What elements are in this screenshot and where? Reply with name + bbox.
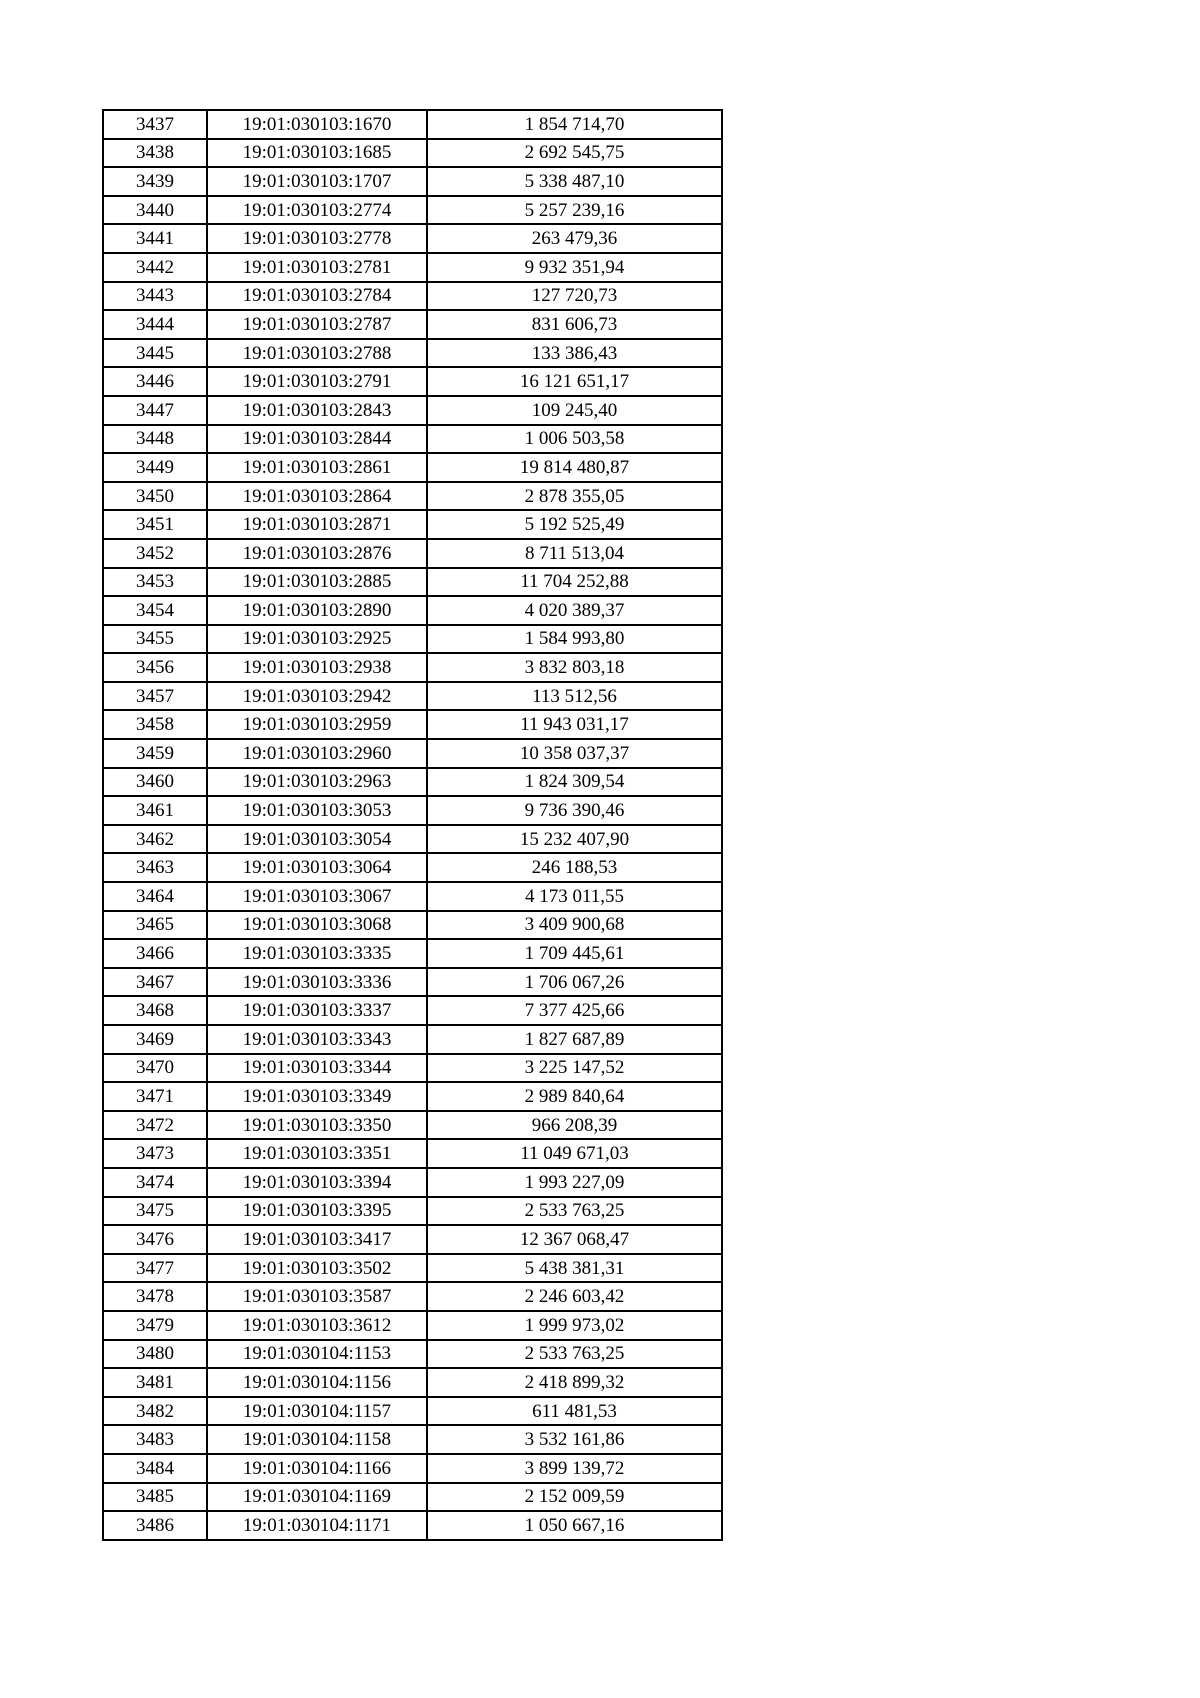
cadastral-value-cell: 2 692 545,75 xyxy=(427,139,722,168)
table-row xyxy=(103,139,722,168)
table-row xyxy=(103,1225,722,1254)
cadastral-number-cell: 19:01:030103:2864 xyxy=(207,482,427,511)
table-row xyxy=(103,939,722,968)
row-number-cell: 3469 xyxy=(103,1025,207,1054)
table-row xyxy=(103,1111,722,1140)
cadastral-number-cell: 19:01:030104:1171 xyxy=(207,1511,427,1540)
row-number-cell: 3463 xyxy=(103,853,207,882)
cadastral-value-cell: 1 584 993,80 xyxy=(427,625,722,654)
cadastral-value-cell: 19 814 480,87 xyxy=(427,453,722,482)
cadastral-value-cell: 1 993 227,09 xyxy=(427,1168,722,1197)
cadastral-value-cell: 1 006 503,58 xyxy=(427,425,722,454)
cadastral-number-cell: 19:01:030103:3335 xyxy=(207,939,427,968)
cadastral-value-cell: 2 246 603,42 xyxy=(427,1282,722,1311)
table-row xyxy=(103,482,722,511)
table-row xyxy=(103,282,722,311)
row-number-cell: 3486 xyxy=(103,1511,207,1540)
table-row xyxy=(103,739,722,768)
table-row xyxy=(103,1168,722,1197)
table-row xyxy=(103,996,722,1025)
row-number-cell: 3445 xyxy=(103,339,207,368)
cadastral-value-cell: 3 532 161,86 xyxy=(427,1425,722,1454)
cadastral-number-cell: 19:01:030103:2885 xyxy=(207,568,427,597)
row-number-cell: 3481 xyxy=(103,1368,207,1397)
cadastral-number-cell: 19:01:030103:3337 xyxy=(207,996,427,1025)
row-number-cell: 3452 xyxy=(103,539,207,568)
cadastral-value-cell: 2 878 355,05 xyxy=(427,482,722,511)
table-row xyxy=(103,968,722,997)
table-row xyxy=(103,1368,722,1397)
row-number-cell: 3457 xyxy=(103,682,207,711)
table-row xyxy=(103,1254,722,1283)
cadastral-value-cell: 5 192 525,49 xyxy=(427,510,722,539)
table-row xyxy=(103,1511,722,1540)
row-number-cell: 3472 xyxy=(103,1111,207,1140)
table-row xyxy=(103,1425,722,1454)
cadastral-number-cell: 19:01:030103:2871 xyxy=(207,510,427,539)
cadastral-value-cell: 611 481,53 xyxy=(427,1397,722,1426)
row-number-cell: 3479 xyxy=(103,1311,207,1340)
cadastral-number-cell: 19:01:030103:2788 xyxy=(207,339,427,368)
row-number-cell: 3459 xyxy=(103,739,207,768)
table-row xyxy=(103,1054,722,1083)
cadastral-number-cell: 19:01:030103:2787 xyxy=(207,310,427,339)
cadastral-number-cell: 19:01:030103:2774 xyxy=(207,196,427,225)
table-row xyxy=(103,453,722,482)
cadastral-value-cell: 9 736 390,46 xyxy=(427,796,722,825)
cadastral-value-cell: 7 377 425,66 xyxy=(427,996,722,1025)
cadastral-number-cell: 19:01:030103:2925 xyxy=(207,625,427,654)
cadastral-value-cell: 5 257 239,16 xyxy=(427,196,722,225)
cadastral-value-cell: 1 706 067,26 xyxy=(427,968,722,997)
cadastral-value-cell: 5 438 381,31 xyxy=(427,1254,722,1283)
row-number-cell: 3438 xyxy=(103,139,207,168)
row-number-cell: 3458 xyxy=(103,710,207,739)
cadastral-number-cell: 19:01:030103:3344 xyxy=(207,1054,427,1083)
cadastral-value-cell: 10 358 037,37 xyxy=(427,739,722,768)
table-row xyxy=(103,853,722,882)
cadastral-value-cell: 11 049 671,03 xyxy=(427,1139,722,1168)
row-number-cell: 3451 xyxy=(103,510,207,539)
row-number-cell: 3468 xyxy=(103,996,207,1025)
table-row xyxy=(103,396,722,425)
cadastral-number-cell: 19:01:030104:1157 xyxy=(207,1397,427,1426)
cadastral-value-cell: 5 338 487,10 xyxy=(427,167,722,196)
row-number-cell: 3447 xyxy=(103,396,207,425)
cadastral-value-cell: 3 899 139,72 xyxy=(427,1454,722,1483)
table-row xyxy=(103,625,722,654)
cadastral-number-cell: 19:01:030103:2942 xyxy=(207,682,427,711)
cadastral-number-cell: 19:01:030103:1707 xyxy=(207,167,427,196)
row-number-cell: 3471 xyxy=(103,1082,207,1111)
cadastral-number-cell: 19:01:030104:1169 xyxy=(207,1483,427,1512)
cadastral-value-cell: 263 479,36 xyxy=(427,224,722,253)
row-number-cell: 3448 xyxy=(103,425,207,454)
cadastral-number-cell: 19:01:030103:3394 xyxy=(207,1168,427,1197)
cadastral-number-cell: 19:01:030103:3417 xyxy=(207,1225,427,1254)
cadastral-number-cell: 19:01:030103:3350 xyxy=(207,1111,427,1140)
cadastral-number-cell: 19:01:030103:3351 xyxy=(207,1139,427,1168)
cadastral-value-cell: 113 512,56 xyxy=(427,682,722,711)
cadastral-number-cell: 19:01:030103:2938 xyxy=(207,653,427,682)
cadastral-value-cell: 1 827 687,89 xyxy=(427,1025,722,1054)
row-number-cell: 3441 xyxy=(103,224,207,253)
cadastral-value-cell: 1 050 667,16 xyxy=(427,1511,722,1540)
table-row xyxy=(103,568,722,597)
cadastral-number-cell: 19:01:030103:2778 xyxy=(207,224,427,253)
cadastral-value-cell: 831 606,73 xyxy=(427,310,722,339)
table-row xyxy=(103,1282,722,1311)
cadastral-number-cell: 19:01:030103:2781 xyxy=(207,253,427,282)
table-row xyxy=(103,1197,722,1226)
cadastral-number-cell: 19:01:030103:3064 xyxy=(207,853,427,882)
cadastral-number-cell: 19:01:030103:3343 xyxy=(207,1025,427,1054)
cadastral-value-cell: 9 932 351,94 xyxy=(427,253,722,282)
cadastral-number-cell: 19:01:030103:3068 xyxy=(207,911,427,940)
cadastral-number-cell: 19:01:030103:2844 xyxy=(207,425,427,454)
row-number-cell: 3475 xyxy=(103,1197,207,1226)
table-row xyxy=(103,882,722,911)
cadastral-number-cell: 19:01:030103:3054 xyxy=(207,825,427,854)
cadastral-number-cell: 19:01:030103:3349 xyxy=(207,1082,427,1111)
table-row xyxy=(103,1139,722,1168)
table-row xyxy=(103,253,722,282)
table-row xyxy=(103,1483,722,1512)
row-number-cell: 3466 xyxy=(103,939,207,968)
cadastral-value-cell: 3 409 900,68 xyxy=(427,911,722,940)
row-number-cell: 3450 xyxy=(103,482,207,511)
cadastral-value-cell: 15 232 407,90 xyxy=(427,825,722,854)
cadastral-value-cell: 2 152 009,59 xyxy=(427,1483,722,1512)
cadastral-value-cell: 12 367 068,47 xyxy=(427,1225,722,1254)
table-row xyxy=(103,196,722,225)
cadastral-value-cell: 3 225 147,52 xyxy=(427,1054,722,1083)
cadastral-number-cell: 19:01:030103:2960 xyxy=(207,739,427,768)
cadastral-value-cell: 2 418 899,32 xyxy=(427,1368,722,1397)
cadastral-value-cell: 16 121 651,17 xyxy=(427,367,722,396)
row-number-cell: 3464 xyxy=(103,882,207,911)
cadastral-value-cell: 109 245,40 xyxy=(427,396,722,425)
table-row xyxy=(103,1082,722,1111)
table-row xyxy=(103,911,722,940)
table-row xyxy=(103,425,722,454)
cadastral-number-cell: 19:01:030103:2963 xyxy=(207,768,427,797)
cadastral-number-cell: 19:01:030103:2876 xyxy=(207,539,427,568)
row-number-cell: 3437 xyxy=(103,110,207,139)
row-number-cell: 3439 xyxy=(103,167,207,196)
row-number-cell: 3483 xyxy=(103,1425,207,1454)
row-number-cell: 3453 xyxy=(103,568,207,597)
cadastral-number-cell: 19:01:030103:2843 xyxy=(207,396,427,425)
cadastral-number-cell: 19:01:030103:2890 xyxy=(207,596,427,625)
row-number-cell: 3443 xyxy=(103,282,207,311)
table-row xyxy=(103,825,722,854)
row-number-cell: 3444 xyxy=(103,310,207,339)
row-number-cell: 3461 xyxy=(103,796,207,825)
table-row xyxy=(103,167,722,196)
table-row xyxy=(103,710,722,739)
table-row xyxy=(103,1025,722,1054)
table-row xyxy=(103,339,722,368)
row-number-cell: 3470 xyxy=(103,1054,207,1083)
table-row xyxy=(103,110,722,139)
cadastral-value-cell: 2 533 763,25 xyxy=(427,1340,722,1369)
row-number-cell: 3446 xyxy=(103,367,207,396)
cadastral-number-cell: 19:01:030103:2861 xyxy=(207,453,427,482)
cadastral-number-cell: 19:01:030103:3395 xyxy=(207,1197,427,1226)
row-number-cell: 3454 xyxy=(103,596,207,625)
cadastral-value-cell: 2 533 763,25 xyxy=(427,1197,722,1226)
row-number-cell: 3465 xyxy=(103,911,207,940)
table-row xyxy=(103,1311,722,1340)
cadastral-number-cell: 19:01:030103:3612 xyxy=(207,1311,427,1340)
table-body xyxy=(103,110,722,1540)
cadastral-number-cell: 19:01:030103:3502 xyxy=(207,1254,427,1283)
cadastral-number-cell: 19:01:030103:3336 xyxy=(207,968,427,997)
cadastral-value-cell: 2 989 840,64 xyxy=(427,1082,722,1111)
row-number-cell: 3460 xyxy=(103,768,207,797)
table-row xyxy=(103,1454,722,1483)
cadastral-number-cell: 19:01:030103:1670 xyxy=(207,110,427,139)
cadastral-value-cell: 1 824 309,54 xyxy=(427,768,722,797)
table-row xyxy=(103,1340,722,1369)
row-number-cell: 3442 xyxy=(103,253,207,282)
row-number-cell: 3440 xyxy=(103,196,207,225)
table-row xyxy=(103,596,722,625)
table-row xyxy=(103,539,722,568)
cadastral-number-cell: 19:01:030103:1685 xyxy=(207,139,427,168)
cadastral-value-cell: 246 188,53 xyxy=(427,853,722,882)
cadastral-number-cell: 19:01:030103:3053 xyxy=(207,796,427,825)
row-number-cell: 3449 xyxy=(103,453,207,482)
table-row xyxy=(103,796,722,825)
cadastral-value-cell: 1 999 973,02 xyxy=(427,1311,722,1340)
cadastral-number-cell: 19:01:030104:1166 xyxy=(207,1454,427,1483)
cadastral-value-cell: 133 386,43 xyxy=(427,339,722,368)
cadastral-number-cell: 19:01:030104:1158 xyxy=(207,1425,427,1454)
cadastral-value-cell: 11 943 031,17 xyxy=(427,710,722,739)
cadastral-value-table xyxy=(102,109,723,1541)
table-row xyxy=(103,682,722,711)
cadastral-number-cell: 19:01:030103:2784 xyxy=(207,282,427,311)
row-number-cell: 3482 xyxy=(103,1397,207,1426)
cadastral-value-cell: 1 854 714,70 xyxy=(427,110,722,139)
table-row xyxy=(103,768,722,797)
cadastral-value-cell: 8 711 513,04 xyxy=(427,539,722,568)
row-number-cell: 3467 xyxy=(103,968,207,997)
cadastral-value-cell: 4 173 011,55 xyxy=(427,882,722,911)
cadastral-number-cell: 19:01:030103:2959 xyxy=(207,710,427,739)
row-number-cell: 3473 xyxy=(103,1139,207,1168)
table-row xyxy=(103,653,722,682)
row-number-cell: 3485 xyxy=(103,1483,207,1512)
cadastral-value-cell: 1 709 445,61 xyxy=(427,939,722,968)
cadastral-number-cell: 19:01:030104:1153 xyxy=(207,1340,427,1369)
row-number-cell: 3477 xyxy=(103,1254,207,1283)
row-number-cell: 3476 xyxy=(103,1225,207,1254)
table-row xyxy=(103,310,722,339)
cadastral-value-cell: 11 704 252,88 xyxy=(427,568,722,597)
cadastral-value-cell: 127 720,73 xyxy=(427,282,722,311)
cadastral-number-cell: 19:01:030103:2791 xyxy=(207,367,427,396)
table-row xyxy=(103,367,722,396)
row-number-cell: 3455 xyxy=(103,625,207,654)
row-number-cell: 3474 xyxy=(103,1168,207,1197)
table-row xyxy=(103,510,722,539)
table-row xyxy=(103,1397,722,1426)
cadastral-number-cell: 19:01:030103:3587 xyxy=(207,1282,427,1311)
cadastral-value-cell: 3 832 803,18 xyxy=(427,653,722,682)
cadastral-number-cell: 19:01:030104:1156 xyxy=(207,1368,427,1397)
row-number-cell: 3480 xyxy=(103,1340,207,1369)
row-number-cell: 3456 xyxy=(103,653,207,682)
cadastral-number-cell: 19:01:030103:3067 xyxy=(207,882,427,911)
row-number-cell: 3478 xyxy=(103,1282,207,1311)
cadastral-value-cell: 966 208,39 xyxy=(427,1111,722,1140)
table-row xyxy=(103,224,722,253)
row-number-cell: 3462 xyxy=(103,825,207,854)
row-number-cell: 3484 xyxy=(103,1454,207,1483)
cadastral-value-cell: 4 020 389,37 xyxy=(427,596,722,625)
